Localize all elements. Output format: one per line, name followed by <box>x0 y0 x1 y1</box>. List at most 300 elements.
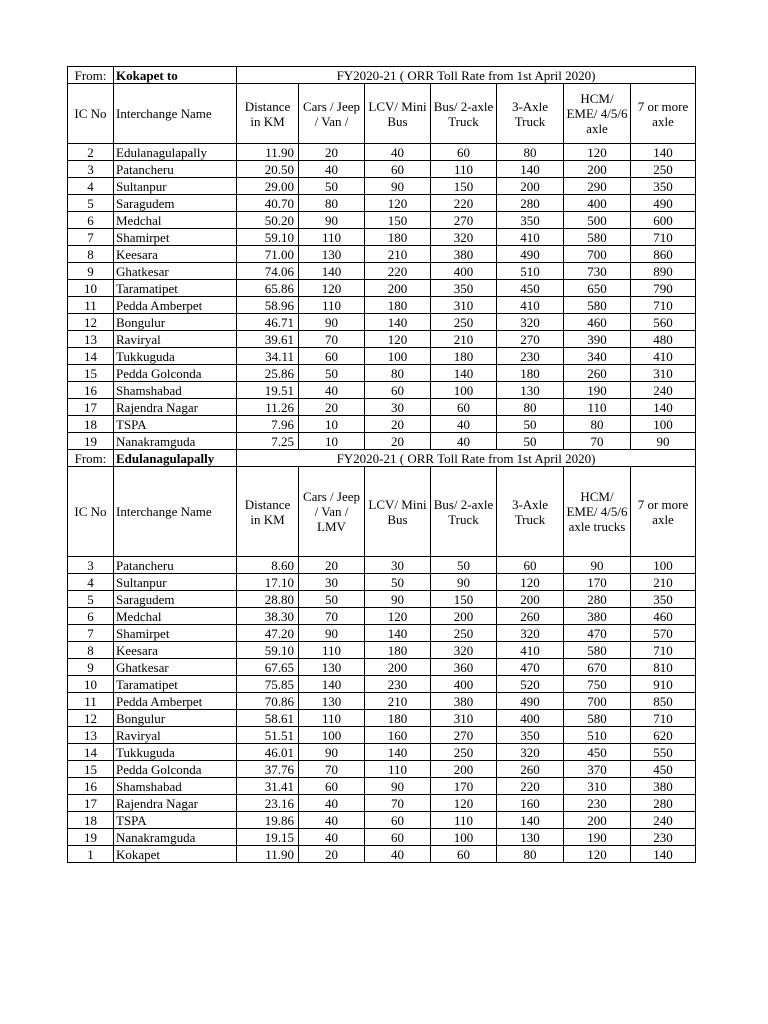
hcm-rate-cell: 580 <box>564 710 631 727</box>
3-axle-rate-cell: 510 <box>497 263 564 280</box>
interchange-name-cell: Saragudem <box>114 195 237 212</box>
7-axle-rate-cell: 100 <box>631 416 696 433</box>
cars-rate-cell: 30 <box>299 574 365 591</box>
interchange-name-cell: Keesara <box>114 642 237 659</box>
lcv-rate-cell: 180 <box>365 642 431 659</box>
table-row <box>68 795 696 812</box>
distance-cell: 19.15 <box>237 829 299 846</box>
cars-rate-cell: 40 <box>299 161 365 178</box>
interchange-name-cell: Tukkuguda <box>114 744 237 761</box>
lcv-rate-cell: 20 <box>365 416 431 433</box>
ic-no-cell: 5 <box>68 195 114 212</box>
hcm-rate-cell: 200 <box>564 161 631 178</box>
distance-cell: 59.10 <box>237 229 299 246</box>
lcv-rate-cell: 80 <box>365 365 431 382</box>
distance-cell: 19.86 <box>237 812 299 829</box>
7-axle-rate-cell: 250 <box>631 161 696 178</box>
lcv-rate-cell: 90 <box>365 591 431 608</box>
interchange-name-cell: Shamirpet <box>114 229 237 246</box>
3-axle-rate-cell: 490 <box>497 246 564 263</box>
7-axle-rate-cell: 350 <box>631 178 696 195</box>
table-row <box>68 710 696 727</box>
ic-no-cell: 13 <box>68 727 114 744</box>
3-axle-rate-cell: 80 <box>497 399 564 416</box>
hcm-rate-cell: 510 <box>564 727 631 744</box>
lcv-rate-cell: 210 <box>365 693 431 710</box>
section-2-column-headers <box>68 467 696 557</box>
lcv-rate-cell: 120 <box>365 195 431 212</box>
ic-no-cell: 11 <box>68 693 114 710</box>
interchange-name-cell: Pedda Amberpet <box>114 693 237 710</box>
table-row <box>68 829 696 846</box>
hcm-rate-cell: 670 <box>564 659 631 676</box>
3-axle-rate-cell: 140 <box>497 812 564 829</box>
7-axle-rate-cell: 100 <box>631 557 696 574</box>
interchange-name-cell: Shamshabad <box>114 778 237 795</box>
interchange-name-cell: Pedda Golconda <box>114 761 237 778</box>
table-row <box>68 591 696 608</box>
ic-no-cell: 2 <box>68 144 114 161</box>
ic-no-cell: 10 <box>68 280 114 297</box>
interchange-name-cell: Taramatipet <box>114 676 237 693</box>
distance-cell: 38.30 <box>237 608 299 625</box>
distance-cell: 74.06 <box>237 263 299 280</box>
lcv-rate-cell: 200 <box>365 280 431 297</box>
ic-no-cell: 8 <box>68 246 114 263</box>
bus-rate-cell: 380 <box>431 693 497 710</box>
7-axle-rate-cell: 710 <box>631 229 696 246</box>
toll-rate-table <box>67 66 696 863</box>
bus-rate-cell: 250 <box>431 744 497 761</box>
7-axle-rate-cell: 450 <box>631 761 696 778</box>
table-row <box>68 557 696 574</box>
table-row <box>68 382 696 399</box>
cars-rate-cell: 20 <box>299 846 365 863</box>
lcv-rate-cell: 30 <box>365 399 431 416</box>
distance-cell: 75.85 <box>237 676 299 693</box>
hcm-rate-cell: 190 <box>564 829 631 846</box>
table-row <box>68 608 696 625</box>
interchange-name-cell: Nanakramguda <box>114 433 237 450</box>
interchange-name-cell: Keesara <box>114 246 237 263</box>
ic-no-cell: 16 <box>68 778 114 795</box>
3-axle-rate-cell: 200 <box>497 591 564 608</box>
distance-cell: 58.96 <box>237 297 299 314</box>
lcv-rate-cell: 60 <box>365 382 431 399</box>
hcm-rate-cell: 390 <box>564 331 631 348</box>
section-1-from-label: From: <box>68 67 114 84</box>
ic-no-cell: 14 <box>68 348 114 365</box>
lcv-rate-cell: 140 <box>365 744 431 761</box>
section-2-from-place: Edulanagulapally <box>114 450 237 467</box>
3-axle-rate-cell: 410 <box>497 229 564 246</box>
distance-cell: 51.51 <box>237 727 299 744</box>
lcv-rate-cell: 180 <box>365 229 431 246</box>
bus-rate-cell: 180 <box>431 348 497 365</box>
table-row <box>68 676 696 693</box>
hcm-rate-cell: 700 <box>564 693 631 710</box>
interchange-name-cell: Shamshabad <box>114 382 237 399</box>
lcv-rate-cell: 180 <box>365 297 431 314</box>
bus-rate-cell: 140 <box>431 365 497 382</box>
toll-table-body <box>68 67 696 863</box>
table-row <box>68 846 696 863</box>
hcm-rate-cell: 730 <box>564 263 631 280</box>
header-hcm: HCM/ EME/ 4/5/6 axle <box>564 84 631 144</box>
header-distance: Distance in KM <box>237 467 299 557</box>
cars-rate-cell: 130 <box>299 693 365 710</box>
cars-rate-cell: 110 <box>299 229 365 246</box>
interchange-name-cell: Sultanpur <box>114 178 237 195</box>
header-ic-no: IC No <box>68 467 114 557</box>
cars-rate-cell: 20 <box>299 144 365 161</box>
hcm-rate-cell: 70 <box>564 433 631 450</box>
interchange-name-cell: Medchal <box>114 212 237 229</box>
lcv-rate-cell: 120 <box>365 331 431 348</box>
table-row <box>68 625 696 642</box>
distance-cell: 65.86 <box>237 280 299 297</box>
3-axle-rate-cell: 160 <box>497 795 564 812</box>
bus-rate-cell: 170 <box>431 778 497 795</box>
bus-rate-cell: 320 <box>431 229 497 246</box>
cars-rate-cell: 90 <box>299 212 365 229</box>
table-row <box>68 744 696 761</box>
distance-cell: 70.86 <box>237 693 299 710</box>
7-axle-rate-cell: 380 <box>631 778 696 795</box>
bus-rate-cell: 150 <box>431 178 497 195</box>
ic-no-cell: 9 <box>68 263 114 280</box>
cars-rate-cell: 70 <box>299 608 365 625</box>
ic-no-cell: 3 <box>68 161 114 178</box>
lcv-rate-cell: 150 <box>365 212 431 229</box>
distance-cell: 7.96 <box>237 416 299 433</box>
table-row <box>68 365 696 382</box>
bus-rate-cell: 50 <box>431 557 497 574</box>
bus-rate-cell: 60 <box>431 399 497 416</box>
table-row <box>68 195 696 212</box>
cars-rate-cell: 10 <box>299 433 365 450</box>
ic-no-cell: 6 <box>68 608 114 625</box>
header-interchange-name: Interchange Name <box>114 84 237 144</box>
3-axle-rate-cell: 320 <box>497 625 564 642</box>
interchange-name-cell: Ghatkesar <box>114 659 237 676</box>
table-row <box>68 246 696 263</box>
distance-cell: 11.90 <box>237 846 299 863</box>
hcm-rate-cell: 230 <box>564 795 631 812</box>
interchange-name-cell: Kokapet <box>114 846 237 863</box>
3-axle-rate-cell: 230 <box>497 348 564 365</box>
hcm-rate-cell: 90 <box>564 557 631 574</box>
ic-no-cell: 4 <box>68 574 114 591</box>
7-axle-rate-cell: 810 <box>631 659 696 676</box>
cars-rate-cell: 40 <box>299 382 365 399</box>
bus-rate-cell: 60 <box>431 846 497 863</box>
header-3-axle: 3-Axle Truck <box>497 84 564 144</box>
distance-cell: 58.61 <box>237 710 299 727</box>
cars-rate-cell: 20 <box>299 399 365 416</box>
cars-rate-cell: 40 <box>299 829 365 846</box>
header-distance: Distance in KM <box>237 84 299 144</box>
3-axle-rate-cell: 80 <box>497 144 564 161</box>
section-2-title: FY2020-21 ( ORR Toll Rate from 1st April 2020) <box>237 450 696 467</box>
cars-rate-cell: 70 <box>299 761 365 778</box>
bus-rate-cell: 360 <box>431 659 497 676</box>
cars-rate-cell: 40 <box>299 795 365 812</box>
lcv-rate-cell: 40 <box>365 144 431 161</box>
cars-rate-cell: 10 <box>299 416 365 433</box>
bus-rate-cell: 270 <box>431 727 497 744</box>
7-axle-rate-cell: 310 <box>631 365 696 382</box>
7-axle-rate-cell: 790 <box>631 280 696 297</box>
bus-rate-cell: 60 <box>431 144 497 161</box>
hcm-rate-cell: 580 <box>564 229 631 246</box>
cars-rate-cell: 20 <box>299 557 365 574</box>
table-row <box>68 331 696 348</box>
ic-no-cell: 7 <box>68 625 114 642</box>
bus-rate-cell: 200 <box>431 761 497 778</box>
hcm-rate-cell: 380 <box>564 608 631 625</box>
lcv-rate-cell: 60 <box>365 812 431 829</box>
lcv-rate-cell: 140 <box>365 314 431 331</box>
hcm-rate-cell: 460 <box>564 314 631 331</box>
bus-rate-cell: 270 <box>431 212 497 229</box>
hcm-rate-cell: 750 <box>564 676 631 693</box>
hcm-rate-cell: 450 <box>564 744 631 761</box>
7-axle-rate-cell: 910 <box>631 676 696 693</box>
bus-rate-cell: 150 <box>431 591 497 608</box>
section-1-column-headers <box>68 84 696 144</box>
cars-rate-cell: 40 <box>299 812 365 829</box>
3-axle-rate-cell: 270 <box>497 331 564 348</box>
header-ic-no: IC No <box>68 84 114 144</box>
hcm-rate-cell: 170 <box>564 574 631 591</box>
lcv-rate-cell: 20 <box>365 433 431 450</box>
ic-no-cell: 10 <box>68 676 114 693</box>
bus-rate-cell: 400 <box>431 676 497 693</box>
ic-no-cell: 17 <box>68 399 114 416</box>
cars-rate-cell: 110 <box>299 297 365 314</box>
7-axle-rate-cell: 620 <box>631 727 696 744</box>
3-axle-rate-cell: 450 <box>497 280 564 297</box>
hcm-rate-cell: 120 <box>564 846 631 863</box>
7-axle-rate-cell: 710 <box>631 297 696 314</box>
bus-rate-cell: 220 <box>431 195 497 212</box>
7-axle-rate-cell: 600 <box>631 212 696 229</box>
lcv-rate-cell: 90 <box>365 778 431 795</box>
lcv-rate-cell: 140 <box>365 625 431 642</box>
distance-cell: 25.86 <box>237 365 299 382</box>
header-interchange-name: Interchange Name <box>114 467 237 557</box>
table-row <box>68 812 696 829</box>
cars-rate-cell: 140 <box>299 263 365 280</box>
hcm-rate-cell: 310 <box>564 778 631 795</box>
ic-no-cell: 14 <box>68 744 114 761</box>
interchange-name-cell: Pedda Golconda <box>114 365 237 382</box>
distance-cell: 37.76 <box>237 761 299 778</box>
ic-no-cell: 15 <box>68 365 114 382</box>
3-axle-rate-cell: 130 <box>497 829 564 846</box>
lcv-rate-cell: 210 <box>365 246 431 263</box>
hcm-rate-cell: 580 <box>564 297 631 314</box>
header-bus: Bus/ 2-axle Truck <box>431 84 497 144</box>
interchange-name-cell: Shamirpet <box>114 625 237 642</box>
table-row <box>68 348 696 365</box>
hcm-rate-cell: 370 <box>564 761 631 778</box>
7-axle-rate-cell: 560 <box>631 314 696 331</box>
3-axle-rate-cell: 60 <box>497 557 564 574</box>
lcv-rate-cell: 220 <box>365 263 431 280</box>
interchange-name-cell: Ghatkesar <box>114 263 237 280</box>
lcv-rate-cell: 200 <box>365 659 431 676</box>
ic-no-cell: 1 <box>68 846 114 863</box>
cars-rate-cell: 50 <box>299 178 365 195</box>
hcm-rate-cell: 290 <box>564 178 631 195</box>
cars-rate-cell: 130 <box>299 246 365 263</box>
distance-cell: 17.10 <box>237 574 299 591</box>
section-2-from-row <box>68 450 696 467</box>
bus-rate-cell: 40 <box>431 433 497 450</box>
distance-cell: 28.80 <box>237 591 299 608</box>
section-1-from-row <box>68 67 696 84</box>
bus-rate-cell: 90 <box>431 574 497 591</box>
interchange-name-cell: Medchal <box>114 608 237 625</box>
7-axle-rate-cell: 710 <box>631 710 696 727</box>
hcm-rate-cell: 580 <box>564 642 631 659</box>
hcm-rate-cell: 200 <box>564 812 631 829</box>
cars-rate-cell: 70 <box>299 331 365 348</box>
cars-rate-cell: 90 <box>299 744 365 761</box>
bus-rate-cell: 40 <box>431 416 497 433</box>
hcm-rate-cell: 470 <box>564 625 631 642</box>
7-axle-rate-cell: 140 <box>631 846 696 863</box>
bus-rate-cell: 250 <box>431 625 497 642</box>
section-2-from-label: From: <box>68 450 114 467</box>
7-axle-rate-cell: 860 <box>631 246 696 263</box>
3-axle-rate-cell: 260 <box>497 761 564 778</box>
cars-rate-cell: 90 <box>299 625 365 642</box>
3-axle-rate-cell: 220 <box>497 778 564 795</box>
interchange-name-cell: Saragudem <box>114 591 237 608</box>
3-axle-rate-cell: 490 <box>497 693 564 710</box>
interchange-name-cell: Taramatipet <box>114 280 237 297</box>
bus-rate-cell: 200 <box>431 608 497 625</box>
7-axle-rate-cell: 550 <box>631 744 696 761</box>
7-axle-rate-cell: 460 <box>631 608 696 625</box>
table-row <box>68 399 696 416</box>
3-axle-rate-cell: 120 <box>497 574 564 591</box>
bus-rate-cell: 250 <box>431 314 497 331</box>
3-axle-rate-cell: 350 <box>497 212 564 229</box>
table-row <box>68 693 696 710</box>
interchange-name-cell: Rajendra Nagar <box>114 795 237 812</box>
3-axle-rate-cell: 200 <box>497 178 564 195</box>
lcv-rate-cell: 30 <box>365 557 431 574</box>
cars-rate-cell: 60 <box>299 778 365 795</box>
distance-cell: 23.16 <box>237 795 299 812</box>
lcv-rate-cell: 70 <box>365 795 431 812</box>
7-axle-rate-cell: 240 <box>631 382 696 399</box>
3-axle-rate-cell: 130 <box>497 382 564 399</box>
3-axle-rate-cell: 410 <box>497 297 564 314</box>
distance-cell: 34.11 <box>237 348 299 365</box>
ic-no-cell: 18 <box>68 812 114 829</box>
distance-cell: 59.10 <box>237 642 299 659</box>
cars-rate-cell: 80 <box>299 195 365 212</box>
ic-no-cell: 13 <box>68 331 114 348</box>
7-axle-rate-cell: 140 <box>631 399 696 416</box>
interchange-name-cell: Sultanpur <box>114 574 237 591</box>
bus-rate-cell: 310 <box>431 297 497 314</box>
table-row <box>68 280 696 297</box>
hcm-rate-cell: 260 <box>564 365 631 382</box>
lcv-rate-cell: 60 <box>365 161 431 178</box>
hcm-rate-cell: 280 <box>564 591 631 608</box>
cars-rate-cell: 50 <box>299 365 365 382</box>
ic-no-cell: 11 <box>68 297 114 314</box>
7-axle-rate-cell: 480 <box>631 331 696 348</box>
ic-no-cell: 5 <box>68 591 114 608</box>
section-1-title: FY2020-21 ( ORR Toll Rate from 1st April 2020) <box>237 67 696 84</box>
interchange-name-cell: Raviryal <box>114 331 237 348</box>
3-axle-rate-cell: 520 <box>497 676 564 693</box>
bus-rate-cell: 380 <box>431 246 497 263</box>
bus-rate-cell: 210 <box>431 331 497 348</box>
7-axle-rate-cell: 90 <box>631 433 696 450</box>
7-axle-rate-cell: 890 <box>631 263 696 280</box>
table-row <box>68 212 696 229</box>
3-axle-rate-cell: 320 <box>497 314 564 331</box>
hcm-rate-cell: 80 <box>564 416 631 433</box>
3-axle-rate-cell: 180 <box>497 365 564 382</box>
ic-no-cell: 17 <box>68 795 114 812</box>
7-axle-rate-cell: 230 <box>631 829 696 846</box>
table-row <box>68 574 696 591</box>
hcm-rate-cell: 190 <box>564 382 631 399</box>
interchange-name-cell: Bongulur <box>114 314 237 331</box>
ic-no-cell: 12 <box>68 710 114 727</box>
ic-no-cell: 3 <box>68 557 114 574</box>
distance-cell: 8.60 <box>237 557 299 574</box>
hcm-rate-cell: 500 <box>564 212 631 229</box>
bus-rate-cell: 100 <box>431 829 497 846</box>
distance-cell: 40.70 <box>237 195 299 212</box>
3-axle-rate-cell: 260 <box>497 608 564 625</box>
distance-cell: 11.90 <box>237 144 299 161</box>
lcv-rate-cell: 40 <box>365 846 431 863</box>
cars-rate-cell: 110 <box>299 710 365 727</box>
interchange-name-cell: Pedda Amberpet <box>114 297 237 314</box>
table-row <box>68 161 696 178</box>
table-row <box>68 761 696 778</box>
lcv-rate-cell: 160 <box>365 727 431 744</box>
hcm-rate-cell: 110 <box>564 399 631 416</box>
3-axle-rate-cell: 400 <box>497 710 564 727</box>
cars-rate-cell: 90 <box>299 314 365 331</box>
cars-rate-cell: 110 <box>299 642 365 659</box>
table-row <box>68 263 696 280</box>
lcv-rate-cell: 230 <box>365 676 431 693</box>
hcm-rate-cell: 400 <box>564 195 631 212</box>
header-7-axle: 7 or more axle <box>631 84 696 144</box>
table-row <box>68 778 696 795</box>
lcv-rate-cell: 110 <box>365 761 431 778</box>
7-axle-rate-cell: 490 <box>631 195 696 212</box>
bus-rate-cell: 320 <box>431 642 497 659</box>
ic-no-cell: 7 <box>68 229 114 246</box>
table-row <box>68 314 696 331</box>
header-lcv: LCV/ Mini Bus <box>365 84 431 144</box>
bus-rate-cell: 100 <box>431 382 497 399</box>
